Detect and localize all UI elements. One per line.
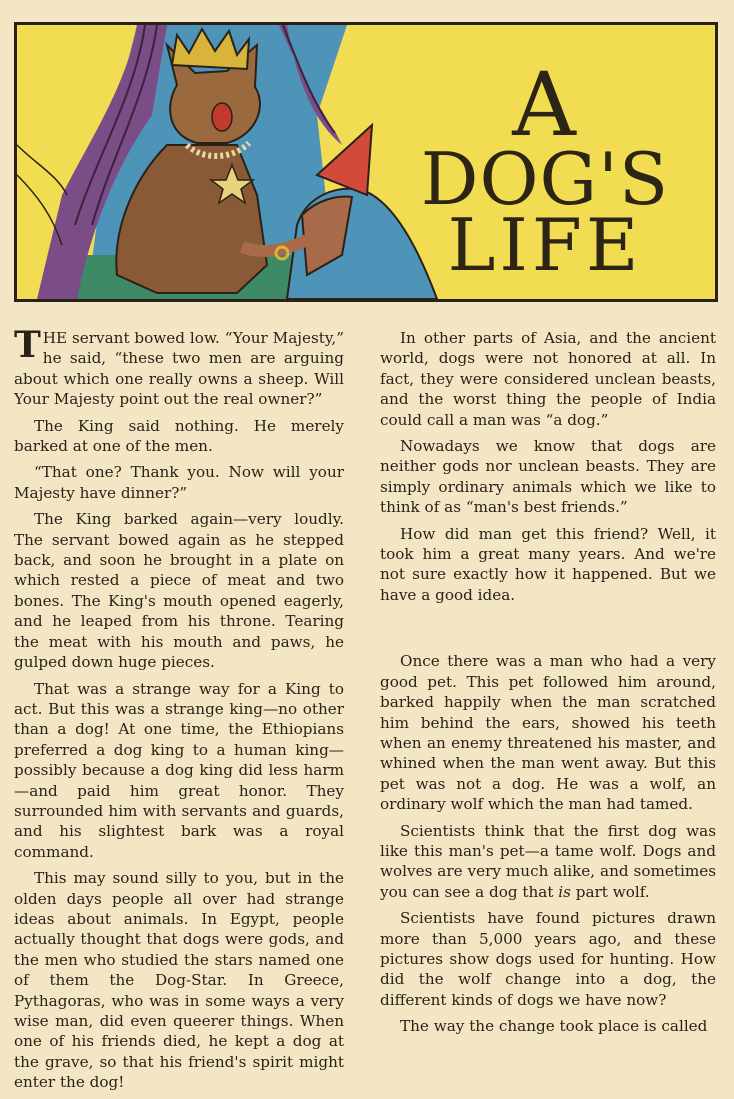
title-line-3: LIFE [447, 203, 643, 288]
paragraph: The King barked again—very loudly. The servant bowed again as he stepped back, and soon he brought in a plate on which rested a piece of meat and two bones. The King's mouth opened eagerly, and he leaped from his throne. Tearing the meat with his mouth and paws, he gulped down huge pieces. [14, 510, 344, 672]
paragraph: In other parts of Asia, and the ancient world, dogs were not honored at all. In fact, they were considered unclean beasts, and the worst thing the people of India could call a man was “a dog.” [380, 329, 716, 429]
paragraph: This may sound silly to you, but in the olden days people all over had strange ideas about animals. In Egypt, people actually thought that dogs were gods, and the men who studied the stars named one of them the Dog-Star. In Greece, Pythagoras, who was in some ways a very wise man, did even queerer things. When one of his friends died, he kept a dog at the grave, so that his friend's spirit might enter the dog! [14, 869, 344, 1092]
paragraph-text: part wolf. [570, 882, 650, 901]
paragraph [380, 821, 716, 903]
paragraph: That was a strange way for a King to act. But this was a strange king—no other than a dog! At one time, the Ethiopians preferred a dog king to a human king—possibly because a dog king did less harm—and paid him great honor. They surrounded him with servants and guards, and his slightest bark was a royal command. [14, 679, 344, 861]
paragraph-text: Scientists think that the first dog was like this man's pet—a tame wolf. Dogs and wolves are very much alike, and sometimes you can see a dog that [380, 821, 716, 901]
drop-cap: T [14, 324, 41, 366]
paragraph: The King said nothing. He merely barked at one of the men. [14, 416, 344, 456]
section-gap [380, 611, 716, 651]
text-column-left [14, 324, 344, 1099]
title-panel [14, 22, 718, 302]
paragraph: Scientists have found pictures drawn more than 5,000 years ago, and these pictures show dogs used for hunting. How did the wolf change into a dog, the different kinds of dogs we have now? [380, 909, 716, 1009]
story-title [395, 53, 695, 288]
paragraph: Once there was a man who had a very good pet. This pet followed him around, barked happily when the man scratched him behind the ears, showed his teeth when an enemy threatened his master, and whined when the man went away. But this pet was not a dog. He was a wolf, an ordinary wolf which the man had tamed. [380, 652, 716, 814]
title-line-1: A [512, 53, 578, 156]
text-column-right [380, 328, 716, 1043]
paragraph [14, 324, 344, 410]
title-line-2: DOG'S [420, 136, 670, 221]
paragraph: “That one? Thank you. Now will your Majesty have dinner?” [14, 463, 344, 502]
emphasis: is [558, 882, 571, 901]
paragraph-text: HE servant bowed low. “Your Majesty,” he said, “these two men are arguing about which one really owns a sheep. Will Your Majesty point out the real owner?” [14, 329, 344, 409]
paragraph: Nowadays we know that dogs are neither gods nor unclean beasts. They are simply ordinary animals which we like to think of as “man's best friends.” [380, 437, 716, 517]
paragraph: How did man get this friend? Well, it took him a great many years. And we're not sure exactly how it happened. But we have a good idea. [380, 524, 716, 604]
paragraph: The way the change took place is called [400, 1017, 708, 1036]
